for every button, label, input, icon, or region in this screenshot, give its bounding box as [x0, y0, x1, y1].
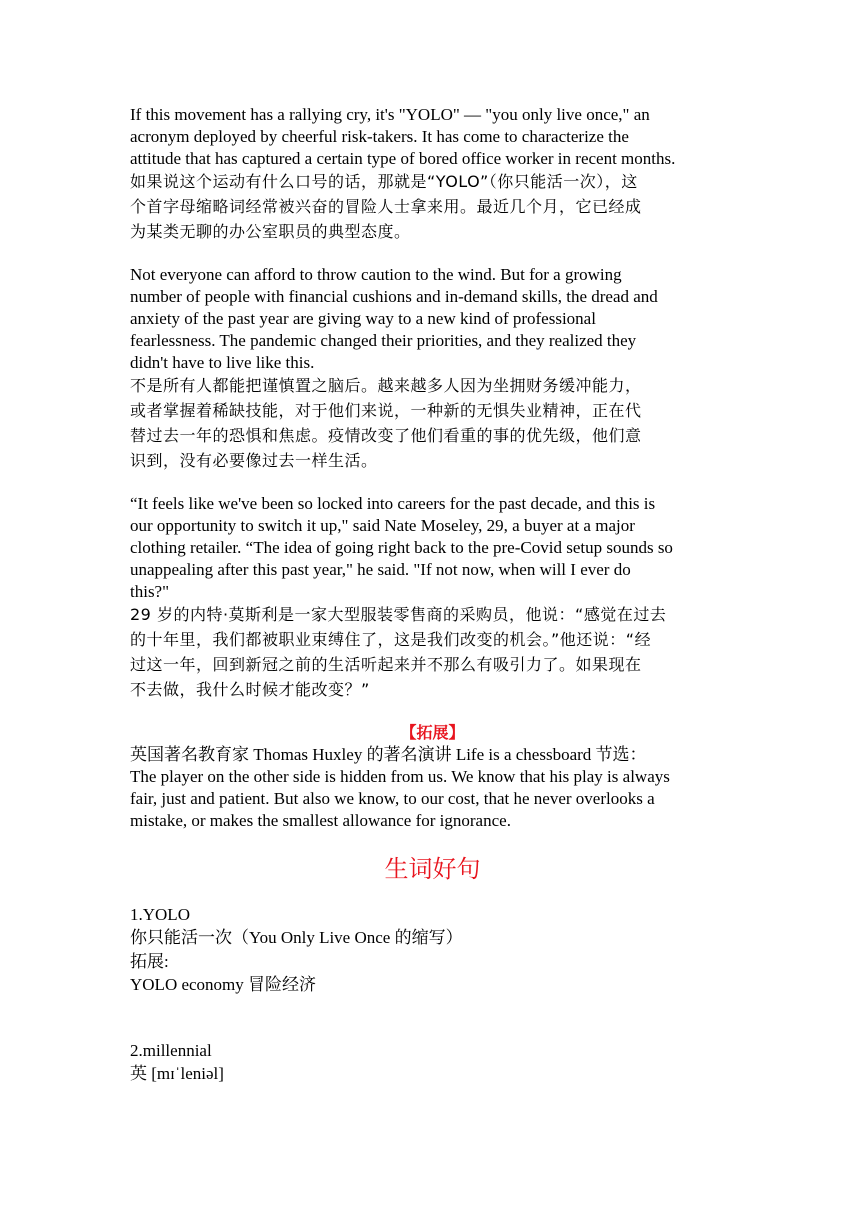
- paragraph-3-english: [130, 493, 735, 602]
- text-line: 替过去一年的恐惧和焦虑。疫情改变了他们看重的事的优先级，他们意: [130, 426, 642, 446]
- paragraph-2-chinese: [130, 373, 735, 473]
- text-line: number of people with financial cushions and in-demand skills, the dread and: [130, 287, 658, 307]
- text-line: fearlessness. The pandemic changed their priorities, and they realized they: [130, 330, 637, 350]
- text-line: If this movement has a rallying cry, it's "YOLO" — "you only live once," an: [130, 105, 650, 124]
- vocab-term: 2.millennial: [130, 1040, 212, 1060]
- paragraph-2-english: [130, 264, 735, 373]
- vocab-item-2: [130, 1039, 735, 1086]
- text-line: anxiety of the past year are giving way to a new kind of professional: [130, 308, 596, 328]
- text-line: 个首字母缩略词经常被兴奋的冒险人士拿来用。最近几个月，它已经成: [130, 197, 642, 217]
- text-line: attitude that has captured a certain type of bored office worker in recent months.: [130, 148, 676, 168]
- text-line: 过这一年，回到新冠之前的生活听起来并不那么有吸引力了。如果现在: [130, 655, 642, 675]
- vocab-phonetic: 英 [mɪˈleniəl]: [130, 1064, 224, 1084]
- extension-quote: [130, 766, 735, 831]
- vocab-section-title: 生词好句: [384, 854, 481, 883]
- paragraph-3-chinese: [130, 602, 735, 702]
- vocab-meaning: 你只能活一次（You Only Live Once 的缩写）: [130, 928, 463, 948]
- text-line: fair, just and patient. But also we know, to our cost, that he never overlooks a: [130, 789, 655, 809]
- text-line: 如果说这个运动有什么口号的话，那就是“YOLO”（你只能活一次），这: [130, 172, 638, 192]
- text-line: 为某类无聊的办公室职员的典型态度。: [130, 222, 411, 242]
- paragraph-1-chinese: [130, 169, 735, 244]
- text-line: The player on the other side is hidden from us. We know that his play is always: [130, 767, 670, 787]
- text-line: didn't have to live like this.: [130, 352, 315, 372]
- vocab-list: [130, 903, 735, 1086]
- text-line: acronym deployed by cheerful risk-takers. It has come to characterize the: [130, 126, 629, 146]
- text-line: 不去做，我什么时候才能改变？”: [130, 680, 370, 700]
- text-line: 29 岁的内特·莫斯利是一家大型服装零售商的采购员，他说：“感觉在过去: [130, 605, 667, 625]
- vocab-extension-label: 拓展:: [130, 951, 169, 971]
- text-line: 或者掌握着稀缺技能，对于他们来说，一种新的无惧失业精神，正在代: [130, 401, 642, 421]
- text-line: this?": [130, 581, 170, 601]
- document-page: [130, 104, 735, 1086]
- vocab-term: 1.YOLO: [130, 904, 190, 924]
- text-line: 的十年里，我们都被职业束缚住了，这是我们改变的机会。”他还说：“经: [130, 630, 652, 650]
- text-line: unappealing after this past year," he said. "If not now, when will I ever do: [130, 559, 631, 579]
- text-line: Not everyone can afford to throw caution to the wind. But for a growing: [130, 265, 622, 285]
- text-line: “It feels like we've been so locked into careers for the past decade, and this is: [130, 494, 656, 514]
- paragraph-1-english: [130, 104, 735, 169]
- text-line: clothing retailer. “The idea of going right back to the pre-Covid setup sounds so: [130, 537, 673, 557]
- extension-heading: 【拓展】: [400, 723, 465, 743]
- text-line: 识到，没有必要像过去一样生活。: [130, 451, 378, 471]
- extension-intro: 英国著名教育家 Thomas Huxley 的著名演讲 Life is a chessboard 节选：: [130, 745, 647, 765]
- text-line: mistake, or makes the smallest allowance for ignorance.: [130, 810, 511, 830]
- text-line: our opportunity to switch it up," said Nate Moseley, 29, a buyer at a major: [130, 516, 635, 536]
- vocab-extension-value: YOLO economy 冒险经济: [130, 975, 317, 995]
- text-line: 不是所有人都能把谨慎置之脑后。越来越多人因为坐拥财务缓冲能力，: [130, 376, 642, 396]
- vocab-item-1: [130, 903, 735, 997]
